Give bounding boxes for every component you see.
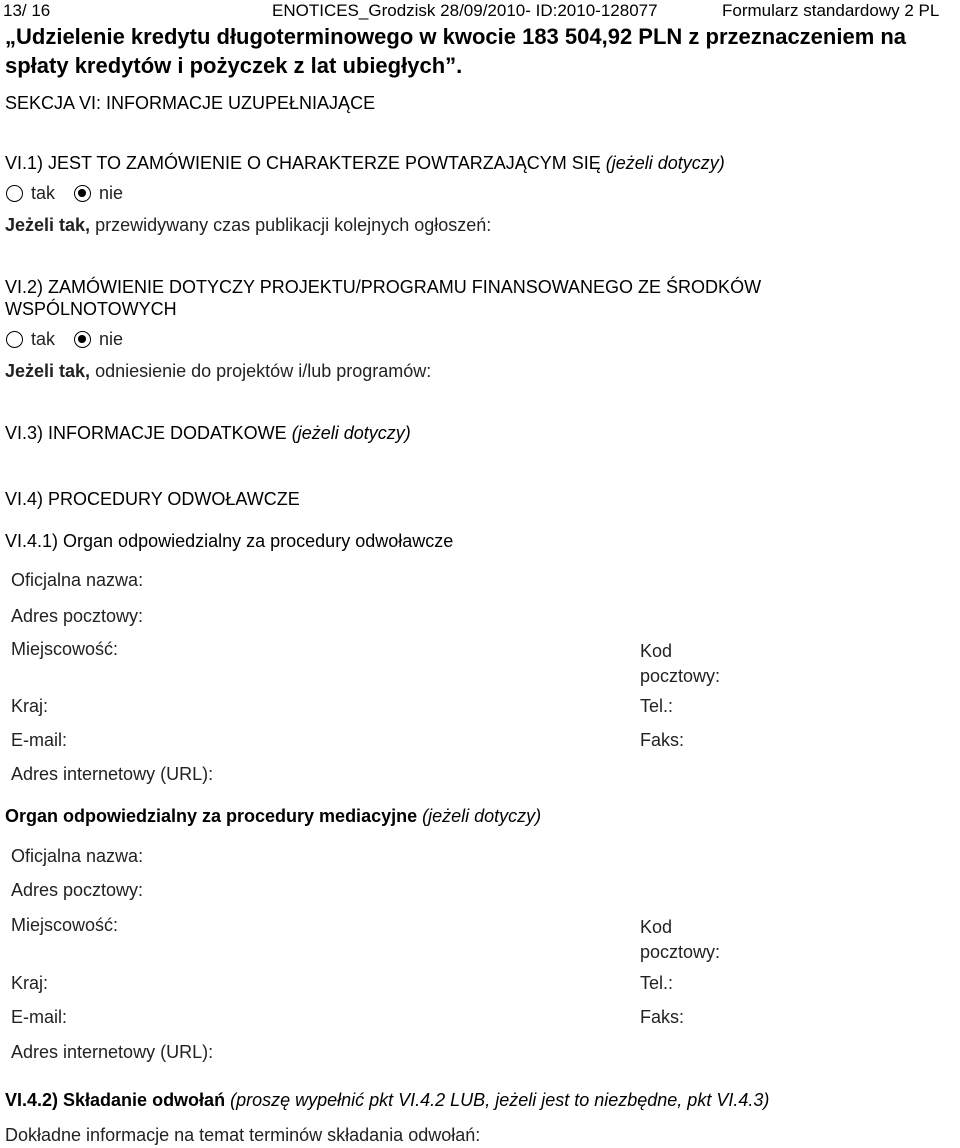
vi2-heading xyxy=(5,276,761,320)
document-title xyxy=(5,22,906,80)
notice-id xyxy=(272,1,658,21)
vi2-follow-up xyxy=(5,361,431,382)
mediation-title: Organ odpowiedzialny za procedury mediacyjne xyxy=(5,806,418,826)
appeal-deadlines-label: Dokładne informacje na temat terminów składania odwołań: xyxy=(5,1125,481,1145)
section-heading: SEKCJA VI: INFORMACJE UZUPEŁNIAJĄCE xyxy=(5,93,376,113)
vi2-if-yes: Jeżeli tak, xyxy=(5,361,91,381)
mediation-url-label: Adres internetowy (URL): xyxy=(11,1042,214,1062)
mediation-tel-label: Tel.: xyxy=(640,973,674,993)
vi1-radio-no[interactable] xyxy=(74,185,91,202)
form-type xyxy=(722,1,939,21)
appeal-url-label: Adres internetowy (URL): xyxy=(11,764,214,784)
vi1-label-yes: tak xyxy=(31,183,56,203)
mediation-town-label: Miejscowość: xyxy=(11,915,119,935)
vi3-heading xyxy=(5,423,411,444)
vi41-heading: VI.4.1) Organ odpowiedzialny za procedury odwoławcze xyxy=(5,531,454,551)
source-prefix: ENOTICES_Grodzisk xyxy=(272,1,441,20)
appeal-country-label: Kraj: xyxy=(11,696,49,716)
appeal-postcode-line-2: pocztowy: xyxy=(640,666,721,686)
language-code: PL xyxy=(918,1,940,20)
mediation-postcode-line-1: Kod xyxy=(640,917,673,937)
notice-date: 28/09/2010 xyxy=(440,1,526,20)
mediation-heading xyxy=(5,806,541,827)
appeal-tel-label: Tel.: xyxy=(640,696,674,716)
vi3-note: (jeżeli dotyczy) xyxy=(291,423,411,443)
vi2-heading-line-2: WSPÓLNOTOWYCH xyxy=(5,299,177,319)
appeal-postcode-label xyxy=(640,639,720,689)
vi2-follow-text: odniesienie do projektów i/lub programów: xyxy=(90,361,432,381)
vi42-title: VI.4.2) Składanie odwołań xyxy=(5,1090,226,1110)
vi1-note: (jeżeli dotyczy) xyxy=(605,153,725,173)
vi1-title: VI.1) JEST TO ZAMÓWIENIE O CHARAKTERZE POWTARZAJĄCYM SIĘ xyxy=(5,153,601,173)
notice-number: - ID:2010-128077 xyxy=(525,1,658,20)
vi1-heading xyxy=(5,153,725,174)
vi42-heading xyxy=(5,1090,769,1111)
vi2-radio-yes[interactable] xyxy=(6,331,23,348)
vi1-radio-yes[interactable] xyxy=(6,185,23,202)
form-name: Formularz standardowy 2 xyxy=(722,1,914,20)
vi2-options xyxy=(6,329,137,350)
vi1-if-yes: Jeżeli tak, xyxy=(5,215,91,235)
mediation-email-label: E-mail: xyxy=(11,1007,68,1027)
vi1-follow-text: przewidywany czas publikacji kolejnych ogłoszeń: xyxy=(90,215,492,235)
vi4-heading: VI.4) PROCEDURY ODWOŁAWCZE xyxy=(5,489,300,509)
mediation-name-label: Oficjalna nazwa: xyxy=(11,846,144,866)
vi2-label-no: nie xyxy=(99,329,124,349)
mediation-note: (jeżeli dotyczy) xyxy=(422,806,542,826)
vi1-follow-up xyxy=(5,215,491,236)
mediation-postcode-label xyxy=(640,915,720,965)
vi2-heading-line-1: VI.2) ZAMÓWIENIE DOTYCZY PROJEKTU/PROGRAMU FINANSOWANEGO ZE ŚRODKÓW xyxy=(5,277,762,297)
title-line-1: „Udzielenie kredytu długoterminowego w kwocie 183 504,92 PLN z przeznaczeniem na xyxy=(5,24,907,49)
appeal-postcode-line-1: Kod xyxy=(640,641,673,661)
appeal-town-label: Miejscowość: xyxy=(11,639,119,659)
appeal-email-label: E-mail: xyxy=(11,730,68,750)
mediation-country-label: Kraj: xyxy=(11,973,49,993)
vi1-options xyxy=(6,183,137,204)
mediation-postcode-line-2: pocztowy: xyxy=(640,942,721,962)
mediation-address-label: Adres pocztowy: xyxy=(11,880,144,900)
title-line-2: spłaty kredytów i pożyczek z lat ubiegłych”. xyxy=(5,53,463,78)
vi42-note: (proszę wypełnić pkt VI.4.2 LUB, jeżeli jest to niezbędne, pkt VI.4.3) xyxy=(230,1090,770,1110)
appeal-fax-label: Faks: xyxy=(640,730,685,750)
mediation-fax-label: Faks: xyxy=(640,1007,685,1027)
vi2-radio-no[interactable] xyxy=(74,331,91,348)
vi1-label-no: nie xyxy=(99,183,124,203)
appeal-address-label: Adres pocztowy: xyxy=(11,606,144,626)
vi3-title: VI.3) INFORMACJE DODATKOWE xyxy=(5,423,287,443)
appeal-name-label: Oficjalna nazwa: xyxy=(11,570,144,590)
vi2-label-yes: tak xyxy=(31,329,56,349)
page-number: 13/ 16 xyxy=(3,1,51,20)
